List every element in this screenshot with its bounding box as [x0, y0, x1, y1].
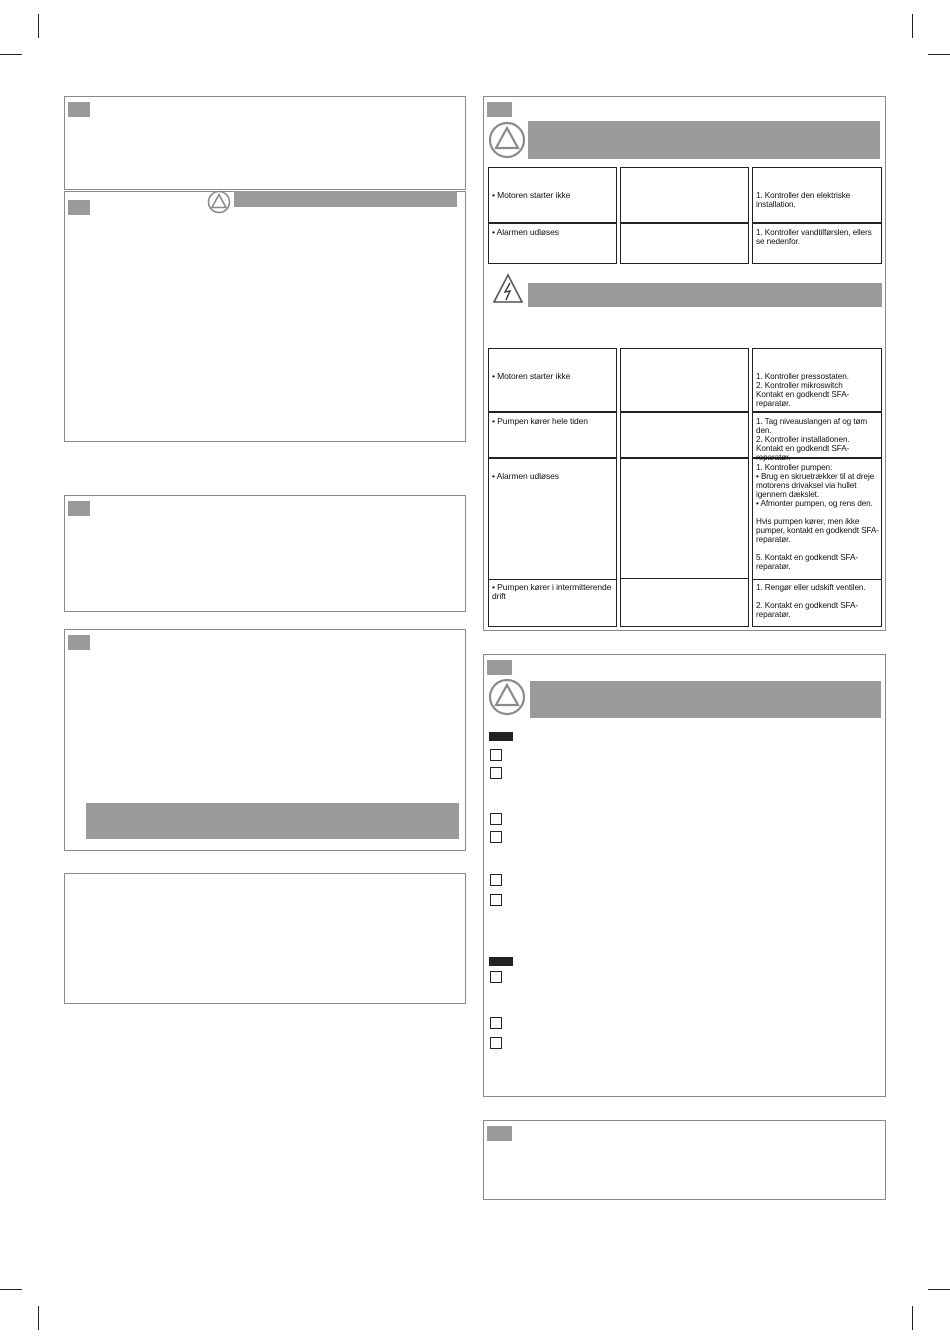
checklist-heading-band — [530, 681, 881, 718]
table2-solution-text: 1. Kontroller pumpen: • Brug en skruetrækker til at dreje motorens drivaksel via hullet igennem dækslet. • Afmonter pumpen, og rens den. Hvis pumpen kører, men ikke pumper, kontakt en godkendt SFA- reparatør. 5. Kontakt en godkendt SFA- reparatør. — [756, 463, 879, 571]
table2-problem-text: • Pumpen kører hele tiden — [492, 416, 588, 426]
checklist-checkbox[interactable] — [490, 971, 502, 983]
table1-problem-text: • Motoren starter ikke — [492, 190, 571, 200]
table2-problem-text: • Pumpen kører i intermitterende drift — [492, 582, 612, 602]
warning-triangle-icon — [488, 121, 526, 159]
electrical-hazard-icon — [492, 273, 524, 305]
crop-mark — [912, 14, 913, 38]
crop-mark — [912, 1306, 913, 1330]
warning-triangle-icon — [207, 190, 231, 214]
section-number-tag — [68, 501, 90, 516]
table1-solution-text: 1. Kontroller den elektriske installation. — [756, 191, 851, 209]
checklist-checkbox[interactable] — [490, 749, 502, 761]
crop-mark — [0, 1289, 22, 1290]
checklist-checkbox[interactable] — [490, 1037, 502, 1049]
warning-heading-band — [234, 191, 457, 207]
table2-cause-cell — [620, 458, 749, 579]
section-box — [64, 495, 466, 612]
checklist-checkbox[interactable] — [490, 767, 502, 779]
table1-problem-text: • Alarmen udløses — [492, 227, 559, 237]
table2-solution-text: 1. Tag niveauslangen af og tøm den. 2. Kontroller installationen. Kontakt en godkendt SFA- reparatør. — [756, 417, 868, 462]
table2-solution-text: 1. Kontroller pressostaten. 2. Kontroller mikroswitch Kontakt en godkendt SFA- reparatør. — [756, 372, 850, 408]
table2-solution-text: 1. Rengør eller udskift ventilen. 2. Kontakt en godkendt SFA- reparatør. — [756, 583, 866, 619]
checklist-checkbox[interactable] — [490, 1017, 502, 1029]
crop-mark — [38, 14, 39, 38]
section-box — [64, 873, 466, 1004]
crop-mark — [928, 1289, 950, 1290]
section-number-tag — [68, 200, 90, 215]
table2-cause-cell — [620, 412, 749, 458]
table1-solution-text: 1. Kontroller vandtilførslen, ellers se nedenfor. — [756, 228, 872, 246]
checklist-section — [483, 654, 886, 1097]
table2-cause-cell — [620, 578, 749, 627]
electrical-heading-band — [528, 283, 882, 307]
table2-problem-text: • Motoren starter ikke — [492, 371, 571, 381]
section-box — [64, 96, 466, 190]
checklist-checkbox[interactable] — [490, 813, 502, 825]
section-box — [64, 629, 466, 851]
interval-marker — [489, 957, 513, 966]
table1-cause-cell — [620, 167, 749, 223]
section-number-tag — [68, 102, 90, 117]
crop-mark — [928, 54, 950, 55]
crop-mark — [0, 54, 22, 55]
table2-cause-cell — [620, 348, 749, 412]
troubleshooting-section — [483, 96, 886, 631]
section-number-tag — [68, 635, 90, 650]
table2-problem-text: • Alarmen udløses — [492, 471, 559, 481]
table1-cause-cell — [620, 223, 749, 264]
section-box — [483, 1120, 886, 1200]
checklist-checkbox[interactable] — [490, 874, 502, 886]
troubleshooting-heading-band — [528, 121, 880, 159]
note-band — [86, 803, 459, 839]
section-number-tag — [487, 660, 512, 675]
warning-triangle-icon — [488, 678, 526, 716]
checklist-checkbox[interactable] — [490, 831, 502, 843]
warning-section-box — [64, 191, 466, 442]
checklist-checkbox[interactable] — [490, 894, 502, 906]
crop-mark — [38, 1306, 39, 1330]
section-number-tag — [487, 102, 512, 117]
interval-marker — [489, 732, 513, 741]
section-number-tag — [487, 1126, 512, 1141]
